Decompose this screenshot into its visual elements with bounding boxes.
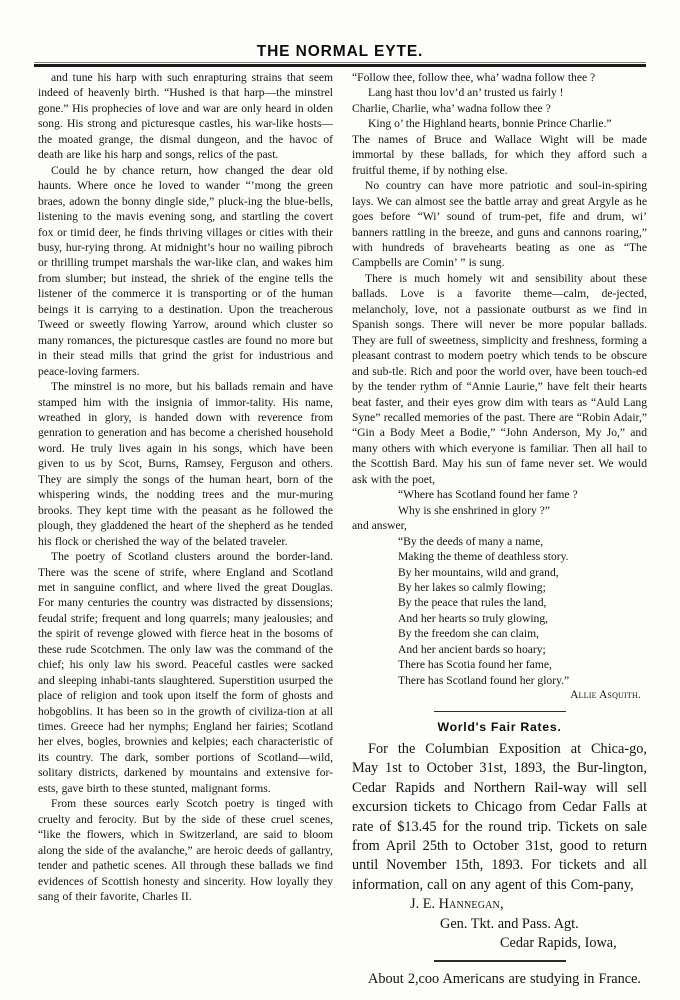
verse-line: And her hearts so truly glowing, xyxy=(398,611,549,625)
verse-line: There has Scotia found her fame, xyxy=(398,658,552,672)
paragraph: The names of Bruce and Wallace Wight will be made immortal by these ballads, for which they afford such a fruitful theme, if by nothing else. xyxy=(352,132,647,177)
signature-surname: Hannegan, xyxy=(438,896,504,913)
verse-line: There has Scotland found her glory.” xyxy=(398,673,570,687)
article-column-right xyxy=(352,70,647,989)
worlds-fair-heading: World's Fair Rates. xyxy=(437,719,562,734)
verse-connector: and answer, xyxy=(352,519,407,533)
verse-line: “By the deeds of many a name, xyxy=(398,534,544,548)
closing-divider-rule xyxy=(434,960,566,961)
signature-title: Gen. Tkt. and Pass. Agt. xyxy=(440,915,579,932)
signature-initials: J. E. xyxy=(410,896,439,913)
verse-line: Lang hast thou lov’d an’ trusted us fairly ! xyxy=(368,86,564,100)
paragraph: No country can have more patriotic and soul-in-spiring lays. We can almost see the battle array and great Argyle as he goes before “Wi’ sound of trum-pet, fife and drum, wi’ banners rattling in the breeze, and guns and cannons roaring,” with hundreds of bravehearts beating as one as “The Campbells are Comin’ ” is sung. xyxy=(352,179,647,270)
verse-line: Charlie, Charlie, wha’ wadna follow thee ? xyxy=(352,101,551,115)
worlds-fair-body xyxy=(352,740,647,953)
verse-line: By the peace that rules the land, xyxy=(398,596,547,610)
paragraph: About 2,coo Americans are studying in France. xyxy=(368,970,641,987)
verse-line: By her mountains, wild and grand, xyxy=(398,565,559,579)
verse-line: Making the theme of deathless story. xyxy=(398,550,569,564)
verse-line: By her lakes so calmly flowing; xyxy=(398,580,546,594)
paragraph: The minstrel is no more, but his ballads remain and have stamped him with the insignia of immor-tality. His name, wreathed in glory, is handed down with reverence from genration to generation and has become a cherished household word. He truly lives again in his songs, which have been given to us by Scot, Burns, Ramsey, Ferguson and others. They are simply the songs of the human heart, born of the whispering winds, the nodding trees and the mur-muring brooks. They kept time with the peasant as he followed the plough, they gladdened the heart of the shepherd as he tended his flock or cherished the way of the belated traveler. xyxy=(38,380,333,548)
verse-line: Why is she enshrined in glory ?” xyxy=(398,503,550,517)
masthead-rule-hairline xyxy=(34,62,646,63)
publication-title: THE NORMAL EYTE. xyxy=(256,43,424,60)
section-divider-rule xyxy=(434,711,566,712)
signature-place: Cedar Rapids, Iowa, xyxy=(500,935,617,952)
masthead-rule-thick xyxy=(34,64,646,67)
signature-name xyxy=(352,895,647,914)
article-column-left xyxy=(38,70,333,904)
closing-note xyxy=(352,970,647,989)
paragraph: Could he by chance return, how changed the dear old haunts. Where once he loved to wander “’mong the green braes, adown the bonny dingle side,” pluck-ing the blue-bells, listening to the mavis evening song, and startling the covert fox or timid deer, he finds thriving villages or cities with their busy, hur-rying throng. At midnight’s hour no wailing pibroch or thrilling trumpet marshals the war-like clan, and wakes him from slumber; but instead, the shriek of the engine tells the listener of the commerce it is transporting or of the human beings it is carrying to a destination. Upon the treacherous Tweed or sweetly flowing Yarrow, around which cluster so many romances, the picturesque castles are found no more but in their stead mills that grind the grist for industrious and peace-loving farmers. xyxy=(38,163,333,378)
verse-line: King o’ the Highland hearts, bonnie Prince Charlie.” xyxy=(368,117,612,131)
paragraph: and tune his harp with such enrapturing strains that seem indeed of heavenly birth. “Hushed is that harp—the minstrel gone.” His prophecies of love and war are only heard in olden song. His strong and picturesque castles, his war-like hosts—the moated grange, the dismal dungeon, and the havoc of death are like his harp and songs, relics of the past. xyxy=(38,71,333,162)
verse-block-question xyxy=(352,487,647,533)
masthead xyxy=(34,44,646,60)
paragraph: The poetry of Scotland clusters around the border-land. There was the scene of strife, where England and Scotland met in sanguine conflict, and where lived the great Douglas. For many centuries the country was distracted by dissensions; feudal strife; frequent and long quarrels; many jealousies; and the spirit of revenge glowed with fierce heat in the bosoms of these rude Scotchmen. The only law was the command of the chief; his only law his sword. Peaceful castles were sacked and sleeping inhabi-tants slaughtered. Superstition usurped the place of religion and took upon itself the form of ghosts and hobgoblins. It has been so in the growth of civiliza-tion at all times. Greece had her nymphs; England her fairies; Scotland her elves, bogles, brownies and kelpies; each characteristic of its country. The dark, somber portions of Scotland—wild, solitary districts, darkened by mountains and extensive for-ests, gave birth to these stunted, malignant forms. xyxy=(38,550,333,795)
verse-line: And her ancient bards so hoary; xyxy=(398,642,546,656)
article-byline: Allie Asquith. xyxy=(570,689,641,702)
verse-block-opening xyxy=(352,70,647,132)
verse-line: “Follow thee, follow thee, wha’ wadna follow thee ? xyxy=(352,71,596,84)
verse-block-answer xyxy=(352,534,647,689)
paragraph: For the Columbian Exposition at Chica-go, May 1st to October 31st, 1893, the Bur-lington, Cedar Rapids and Northern Rail-way will sell excursion tickets to Chicago from Cedar Falls at rate of $13.45 for the round trip. Tickets on sale from April 25th to October 31st, good to return until November 15th, 1893. For tickets and all information, call on any agent of this Com-pany, xyxy=(352,740,647,893)
verse-line: By the freedom she can claim, xyxy=(398,627,540,641)
paragraph: There is much homely wit and sensibility about these ballads. Love is a favorite theme—calm, de-jected, melancholy, love, not a passionate outburst as we find in Spanish songs. There will never be more popular ballads. They are full of sweetness, simplicity and freshness, forming a pleasant contrast to modern poetry which tends to be obscure and sub-tle. Rich and poor the world over, have been touch-ed by the tender rythm of “Annie Laurie,” have felt their hearts beat faster, and their eyes grow dim with tears as “Auld Lang Syne” recalled memories of the past. There are “Robin Adair,” “Gin a Body Meet a Bodie,” “John Anderson, My Jo,” and many others with which everyone is familiar. Then all hail to the Scottish Bard. May his sun of fame never set. We would ask with the poet, xyxy=(352,271,647,486)
verse-line: “Where has Scotland found her fame ? xyxy=(398,488,578,502)
paragraph: From these sources early Scotch poetry is tinged with cruelty and ferocity. But by the side of these cruel scenes, “like the flowers, which in Switzerland, are said to bloom along the side of the avalanche,” are heroic deeds of gallantry, tender and pathetic scenes. All through these ballads we find evidences of Scottish honesty and sincerity. How loyally they sang of their favorite, Charles II. xyxy=(38,797,333,904)
